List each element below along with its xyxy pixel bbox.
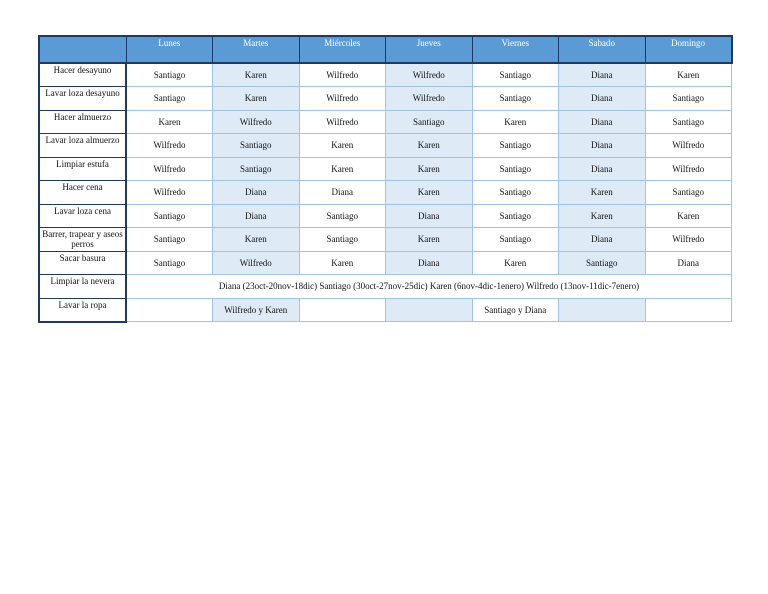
- table-row: [39, 251, 732, 275]
- assignee-cell: Wilfredo: [126, 134, 213, 158]
- task-label: Sacar basura: [39, 251, 126, 275]
- task-label: Limpiar la nevera: [39, 275, 126, 299]
- assignee-cell: Santiago: [126, 63, 213, 87]
- assignee-cell: Karen: [559, 204, 646, 228]
- day-header-miercoles: Miércoles: [299, 36, 386, 63]
- assignee-cell: Santiago: [126, 228, 213, 252]
- assignee-cell: Santiago: [472, 63, 559, 87]
- assignee-cell: Diana: [213, 204, 300, 228]
- assignee-cell: Wilfredo: [299, 87, 386, 111]
- assignee-cell: Karen: [213, 228, 300, 252]
- day-header-viernes: Viernes: [472, 36, 559, 63]
- assignee-cell: Wilfredo: [645, 157, 732, 181]
- chore-schedule-table: [38, 35, 733, 323]
- table-row: [39, 134, 732, 158]
- assignee-cell: Wilfredo: [126, 157, 213, 181]
- assignee-cell: Wilfredo: [386, 63, 473, 87]
- assignee-cell: [645, 298, 732, 322]
- task-label: Lavar loza almuerzo: [39, 134, 126, 158]
- table-row: [39, 275, 732, 299]
- table-row: [39, 228, 732, 252]
- assignee-cell: Santiago y Diana: [472, 298, 559, 322]
- corner-cell: [39, 36, 126, 63]
- assignee-cell: Diana: [559, 157, 646, 181]
- task-label: Hacer cena: [39, 181, 126, 205]
- assignee-cell: Karen: [213, 63, 300, 87]
- table-row: [39, 157, 732, 181]
- assignee-cell: Diana: [559, 134, 646, 158]
- assignee-cell: Wilfredo: [645, 134, 732, 158]
- task-label: Lavar la ropa: [39, 298, 126, 322]
- fridge-rotation-cell: Diana (23oct-20nov-18dic) Santiago (30oct-27nov-25dic) Karen (6nov-4dic-1enero) Wilfredo (13nov-11dic-7enero): [126, 275, 732, 299]
- task-label: Limpiar estufa: [39, 157, 126, 181]
- table-row: [39, 110, 732, 134]
- assignee-cell: Karen: [472, 110, 559, 134]
- assignee-cell: Karen: [645, 204, 732, 228]
- assignee-cell: Santiago: [299, 204, 386, 228]
- assignee-cell: Karen: [386, 181, 473, 205]
- assignee-cell: Diana: [559, 110, 646, 134]
- assignee-cell: Karen: [299, 157, 386, 181]
- assignee-cell: Santiago: [213, 157, 300, 181]
- assignee-cell: Santiago: [472, 157, 559, 181]
- day-header-sabado: Sabado: [559, 36, 646, 63]
- assignee-cell: [386, 298, 473, 322]
- assignee-cell: Santiago: [559, 251, 646, 275]
- assignee-cell: Karen: [472, 251, 559, 275]
- assignee-cell: Wilfredo: [386, 87, 473, 111]
- assignee-cell: Diana: [559, 87, 646, 111]
- assignee-cell: Wilfredo: [126, 181, 213, 205]
- assignee-cell: Diana: [559, 228, 646, 252]
- assignee-cell: Karen: [126, 110, 213, 134]
- day-header-domingo: Domingo: [645, 36, 732, 63]
- assignee-cell: Santiago: [126, 204, 213, 228]
- assignee-cell: Santiago: [472, 87, 559, 111]
- assignee-cell: Karen: [386, 157, 473, 181]
- assignee-cell: Santiago: [472, 181, 559, 205]
- assignee-cell: Santiago: [472, 134, 559, 158]
- assignee-cell: Diana: [299, 181, 386, 205]
- assignee-cell: Wilfredo: [645, 228, 732, 252]
- assignee-cell: Wilfredo y Karen: [213, 298, 300, 322]
- day-header-jueves: Jueves: [386, 36, 473, 63]
- assignee-cell: Santiago: [126, 251, 213, 275]
- table-row: [39, 63, 732, 87]
- assignee-cell: Santiago: [299, 228, 386, 252]
- assignee-cell: Santiago: [213, 134, 300, 158]
- task-label: Lavar loza cena: [39, 204, 126, 228]
- assignee-cell: Santiago: [126, 87, 213, 111]
- assignee-cell: Karen: [645, 63, 732, 87]
- assignee-cell: Karen: [299, 134, 386, 158]
- assignee-cell: Santiago: [645, 181, 732, 205]
- assignee-cell: Karen: [213, 87, 300, 111]
- assignee-cell: Karen: [559, 181, 646, 205]
- task-label: Hacer desayuno: [39, 63, 126, 87]
- assignee-cell: Diana: [559, 63, 646, 87]
- day-header-martes: Martes: [213, 36, 300, 63]
- assignee-cell: Karen: [386, 134, 473, 158]
- assignee-cell: Diana: [386, 251, 473, 275]
- assignee-cell: Karen: [386, 228, 473, 252]
- assignee-cell: Wilfredo: [299, 63, 386, 87]
- day-header-lunes: Lunes: [126, 36, 213, 63]
- table-row: [39, 298, 732, 322]
- task-label: Hacer almuerzo: [39, 110, 126, 134]
- table-row: [39, 181, 732, 205]
- assignee-cell: [126, 298, 213, 322]
- assignee-cell: Santiago: [472, 204, 559, 228]
- assignee-cell: Diana: [213, 181, 300, 205]
- assignee-cell: Santiago: [645, 87, 732, 111]
- assignee-cell: Santiago: [472, 228, 559, 252]
- assignee-cell: Diana: [386, 204, 473, 228]
- assignee-cell: Wilfredo: [213, 251, 300, 275]
- assignee-cell: Santiago: [386, 110, 473, 134]
- assignee-cell: Karen: [299, 251, 386, 275]
- header-row: [39, 36, 732, 63]
- assignee-cell: Santiago: [645, 110, 732, 134]
- assignee-cell: Diana: [645, 251, 732, 275]
- task-label: Lavar loza desayuno: [39, 87, 126, 111]
- assignee-cell: [559, 298, 646, 322]
- table-row: [39, 87, 732, 111]
- assignee-cell: Wilfredo: [299, 110, 386, 134]
- assignee-cell: [299, 298, 386, 322]
- assignee-cell: Wilfredo: [213, 110, 300, 134]
- table-row: [39, 204, 732, 228]
- task-label: Barrer, trapear y aseos perros: [39, 228, 126, 252]
